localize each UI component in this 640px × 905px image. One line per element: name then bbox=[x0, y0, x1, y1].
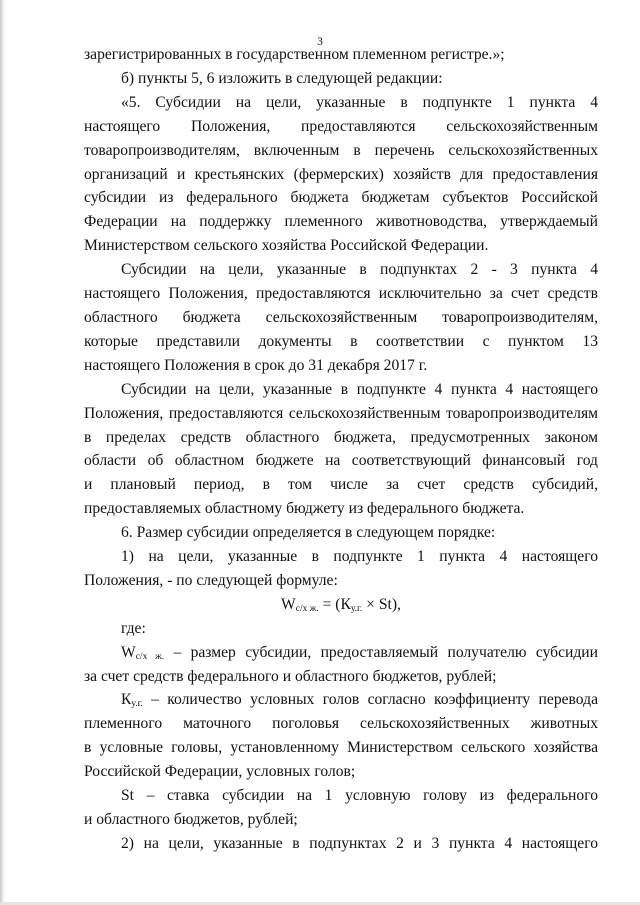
text-line: которые представили документы в соответствии с пунктом 13 bbox=[84, 332, 598, 350]
text-line: Субсидии на цели, указанные в подпункте 4 пункта 4 настоящего bbox=[121, 380, 598, 398]
text-line: племенного маточного поголовья сельскохозяйственных животных bbox=[84, 715, 598, 733]
text-line: Положения, - по следующей формуле: bbox=[84, 571, 338, 589]
text-line: б) пункты 5, 6 изложить в следующей редакции: bbox=[121, 69, 443, 87]
text-line: и плановый период, в том числе за счет средств субсидий, bbox=[84, 476, 598, 494]
text-line: Субсидии на цели, указанные в подпунктах 2 - 3 пункта 4 bbox=[121, 261, 598, 279]
text-line: Положения, предоставляются сельскохозяйственным товаропроизводителям bbox=[84, 404, 598, 422]
text-line: Федерации на поддержку племенного животноводства, утверждаемый bbox=[84, 213, 598, 231]
definition-st: St – ставка субсидии на 1 условную голову из федерального bbox=[121, 787, 598, 805]
text-line: зарегистрированных в государственном племенном регистре.»; bbox=[84, 46, 505, 63]
text-line: настоящего Положения, предоставляются сельскохозяйственным bbox=[84, 117, 598, 135]
text-line: и областного бюджетов, рублей; bbox=[84, 811, 298, 828]
text-line: области об областном бюджете на соответствующий финансовый год bbox=[84, 452, 598, 470]
text-line: Российской Федерации, условных голов; bbox=[84, 763, 356, 781]
text-line: областного бюджета сельскохозяйственным товаропроизводителям, bbox=[84, 308, 598, 326]
text-line: организаций и крестьянских (фермерских) хозяйств для предоставления bbox=[84, 165, 598, 183]
formula: $W_{с/х ж.} = (К_{у.г.} \times St)$, bbox=[281, 595, 401, 614]
text-line: Министерством сельского хозяйства Российской Федерации. bbox=[84, 237, 489, 255]
text-line: в пределах средств областного бюджета, предусмотренных законом bbox=[84, 428, 598, 446]
scan-left-edge bbox=[0, 0, 6, 905]
text-line: 1) на цели, указанные в подпункте 1 пункта 4 настоящего bbox=[121, 548, 598, 566]
document-body bbox=[84, 43, 598, 856]
text-line: «5. Субсидии на цели, указанные в подпункте 1 пункта 4 bbox=[121, 93, 598, 111]
text-line: где: bbox=[121, 619, 146, 637]
text-line: товаропроизводителям, включенным в перечень сельскохозяйственных bbox=[84, 141, 598, 159]
text-line: предоставляемых областному бюджету из федерального бюджета. bbox=[84, 500, 525, 518]
definition-w: $W_{с/х ж.}$ – размер субсидии, предоставляемый получателю субсидии bbox=[121, 643, 598, 662]
text-line: в условные головы, установленному Министерством сельского хозяйства bbox=[84, 739, 598, 757]
text-line: 6. Размер субсидии определяется в следующем порядке: bbox=[121, 524, 496, 542]
text-line: настоящего Положения, предоставляются исключительно за счет средств bbox=[84, 285, 598, 303]
text-line: за счет средств федерального и областного бюджетов, рублей; bbox=[84, 667, 497, 685]
text-line: субсидии из федерального бюджета бюджетам субъектов Российской bbox=[84, 189, 598, 207]
text-line: 2) на цели, указанные в подпунктах 2 и 3 пункта 4 настоящего bbox=[121, 834, 598, 852]
text-line: настоящего Положения в срок до 31 декабря 2017 г. bbox=[84, 356, 428, 374]
definition-k: $К_{у.г.}$ – количество условных голов согласно коэффициенту перевода bbox=[121, 691, 598, 710]
page-number: 3 bbox=[317, 36, 323, 48]
